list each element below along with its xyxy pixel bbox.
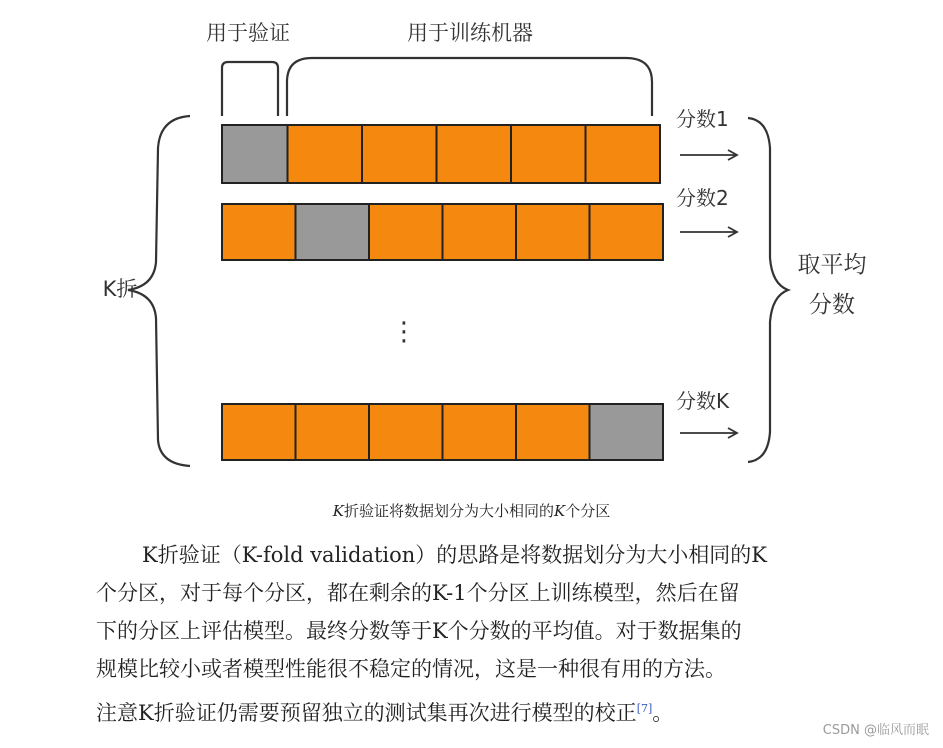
partition-1-6-train — [586, 125, 661, 183]
partition-2-1-train — [222, 204, 296, 260]
arrow-1 — [680, 150, 737, 160]
training-label: 用于训练机器 — [407, 21, 533, 45]
paragraph-line-1: K折验证（K-fold validation）的思路是将数据划分为大小相同的K — [142, 543, 767, 567]
score-1-label: 分数1 — [676, 107, 729, 131]
paragraph-line-2: 个分区，对于每个分区，都在剩余的K-1个分区上训练模型，然后在留 — [96, 581, 740, 605]
caption-k-2: K — [554, 502, 566, 520]
arrow-2 — [680, 227, 737, 237]
average-label-line1: 取平均 — [797, 252, 867, 278]
watermark: CSDN @临风而眠 — [822, 723, 929, 738]
arrow-k — [680, 428, 737, 438]
caption-k: K — [332, 502, 344, 520]
note-end: 。 — [652, 701, 674, 725]
partition-1-5-train — [511, 125, 586, 183]
partition-3-3-train — [369, 404, 443, 460]
partition-3-6-validation — [590, 404, 664, 460]
partition-1-1-validation — [222, 125, 288, 183]
paragraph-line-3: 下的分区上评估模型。最终分数等于K个分数的平均值。对于数据集的 — [96, 619, 742, 643]
partition-rows — [222, 125, 663, 460]
body-paragraph — [96, 536, 856, 732]
partition-2-3-train — [369, 204, 443, 260]
partition-2-4-train — [443, 204, 517, 260]
partition-3-2-train — [296, 404, 370, 460]
partition-2-5-train — [516, 204, 590, 260]
partition-1-2-train — [288, 125, 363, 183]
partition-3-1-train — [222, 404, 296, 460]
partition-1-4-train — [437, 125, 512, 183]
partition-1-3-train — [362, 125, 437, 183]
average-label-line2: 分数 — [809, 292, 855, 318]
partition-3-5-train — [516, 404, 590, 460]
partition-2-6-train — [590, 204, 664, 260]
caption-text-2: 个分区 — [565, 502, 611, 520]
k-fold-label: K折 — [102, 277, 138, 301]
paragraph-line-4: 规模比较小或者模型性能很不稳定的情况，这是一种很有用的方法。 — [96, 657, 726, 681]
ellipsis: ⋮ — [391, 317, 417, 347]
partition-3-4-train — [443, 404, 517, 460]
score-2-label: 分数2 — [676, 186, 729, 210]
average-brace — [748, 118, 788, 462]
caption-text-1: 折验证将数据划分为大小相同的 — [343, 502, 554, 520]
paragraph-note — [96, 690, 856, 732]
training-brace — [287, 58, 652, 116]
validation-label: 用于验证 — [206, 21, 290, 45]
reference-link[interactable]: [7] — [636, 702, 653, 715]
partition-2-2-validation — [296, 204, 370, 260]
score-k-label: 分数K — [676, 389, 730, 413]
figure-caption — [0, 500, 943, 521]
validation-brace — [222, 62, 278, 116]
note-text: 注意K折验证仍需要预留独立的测试集再次进行模型的校正 — [96, 701, 637, 725]
